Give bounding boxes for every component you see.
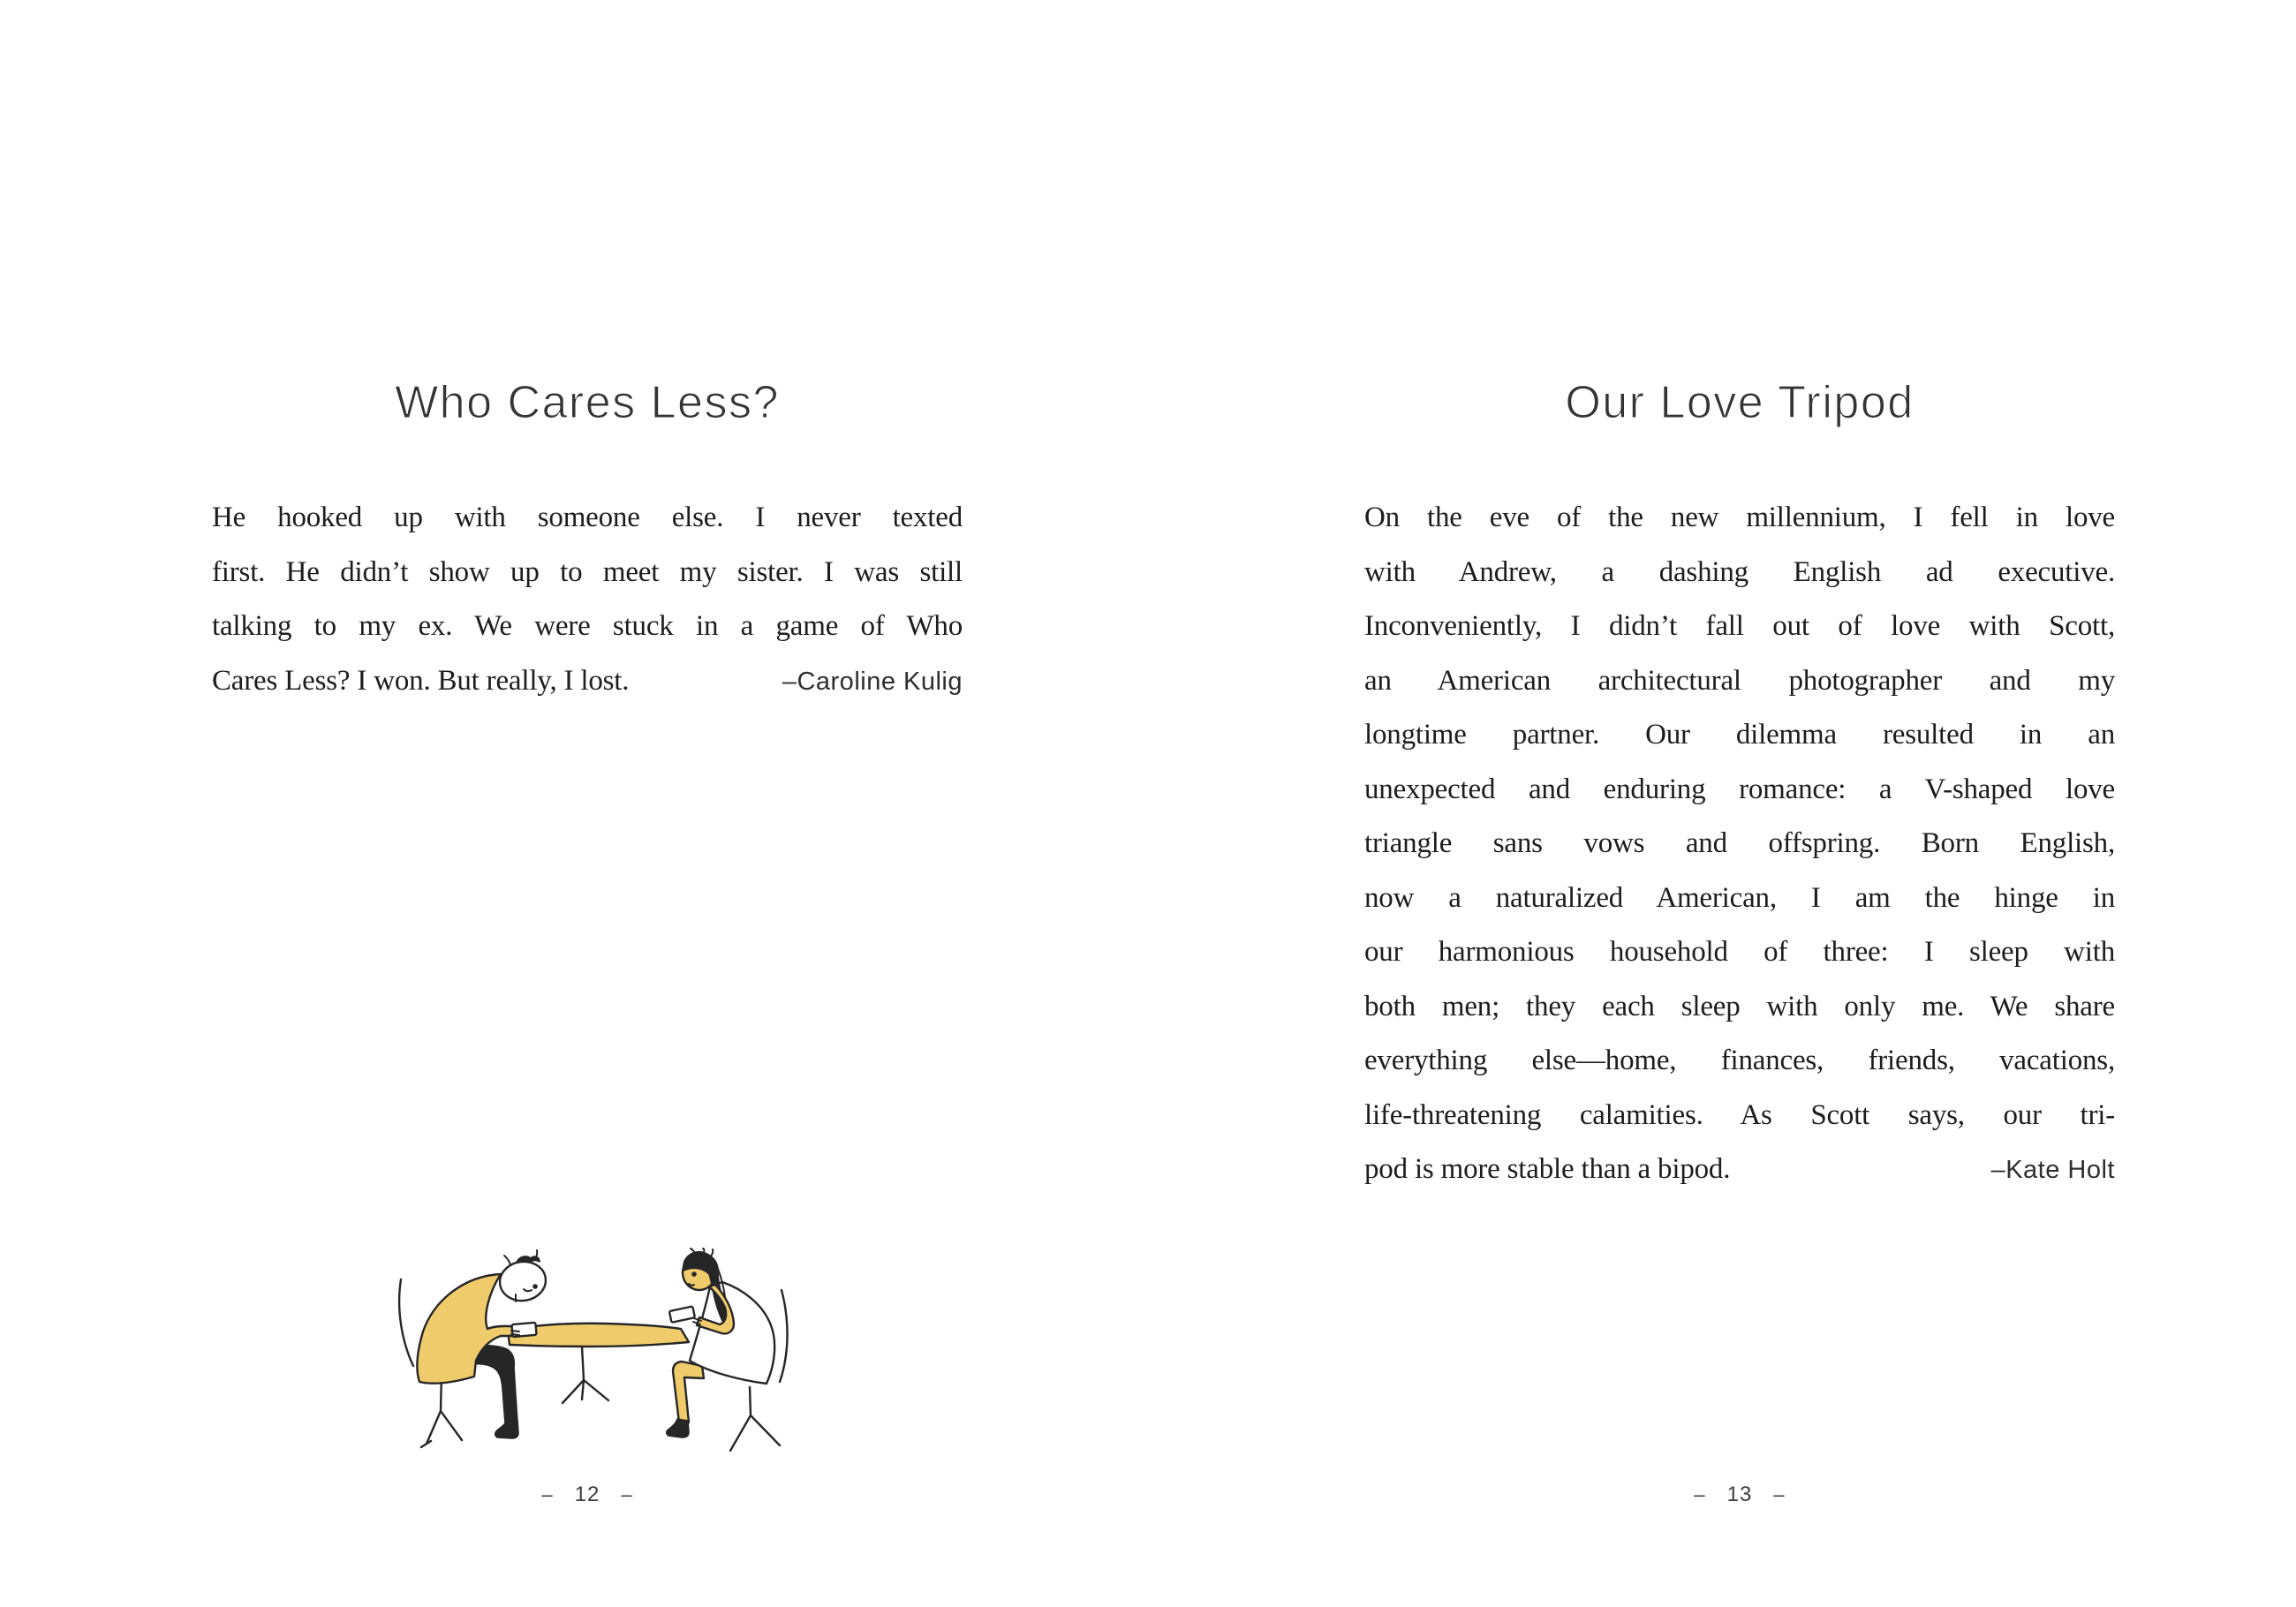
page-title-left: Who Cares Less? [395,376,780,428]
body-last-line-row [1364,1143,2115,1197]
body-line: an American architectural photographer and my [1364,664,2115,697]
illustration-couple-on-phones-icon [395,1248,801,1467]
body-line: our harmonious household of three: I sleep with [1364,936,2115,968]
body-line: first. He didn’t show up to meet my sister. I was still [212,555,963,588]
body-line: now a naturalized American, I am the hinge in [1364,881,2115,914]
body-line: with Andrew, a dashing English ad executive. [1364,555,2115,588]
author-attribution: –Kate Holt [1990,1156,2115,1184]
body-line: talking to my ex. We were stuck in a game of Who [212,610,963,642]
folio-number: 13 [1726,1483,1753,1506]
page-number-right [1364,1483,2115,1507]
body-line: both men; they each sleep with only me. We share [1364,990,2115,1022]
body-line: longtime partner. Our dilemma resulted in an [1364,719,2115,751]
story-right [1364,491,2115,1197]
author-attribution: –Caroline Kulig [782,667,963,696]
body-line: He hooked up with someone else. I never texted [212,502,963,533]
body-last-line: pod is more stable than a bipod. [1364,1153,1731,1185]
body-line: unexpected and enduring romance: a V-shaped love [1364,773,2115,805]
body-line: everything else—home, finances, friends, vacations, [1364,1045,2115,1076]
body-last-line-row [212,654,963,709]
story-left [212,491,963,708]
body-line: Inconveniently, I didn’t fall out of love with Scott, [1364,610,2115,642]
folio-dash: – [1694,1483,1706,1505]
page-number-left [212,1483,963,1507]
body-last-line: Cares Less? I won. But really, I lost. [212,664,630,697]
page-title-right: Our Love Tripod [1565,376,1915,428]
body-line: On the eve of the new millennium, I fell in love [1364,502,2115,533]
folio-dash: – [541,1483,554,1505]
folio-dash: – [1773,1483,1786,1505]
folio-number: 12 [574,1483,600,1506]
body-line: life-threatening calamities. As Scott says, our tri- [1364,1098,2115,1131]
page-right [1148,0,2296,1607]
body-line: triangle sans vows and offspring. Born English, [1364,827,2115,859]
folio-dash: – [621,1483,633,1505]
